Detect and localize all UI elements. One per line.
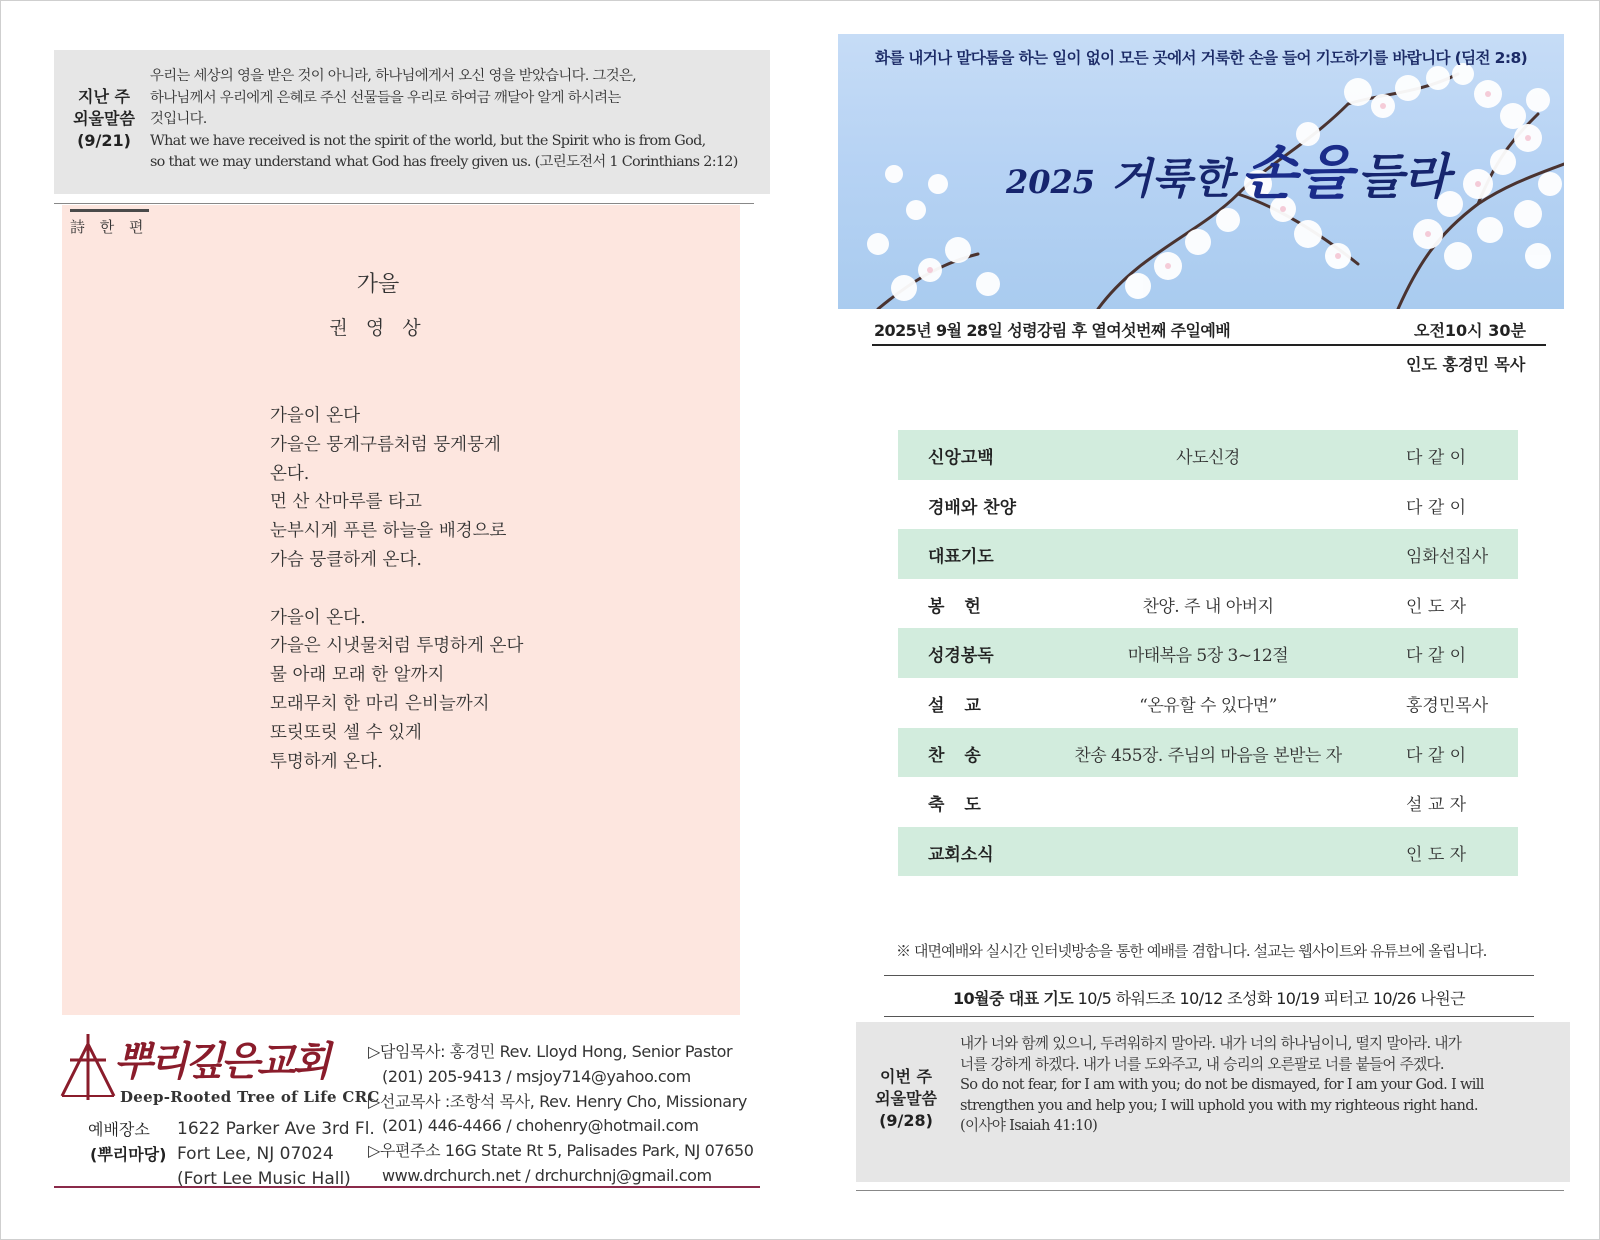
prayer-schedule — [884, 986, 1534, 1009]
table-row — [898, 579, 1518, 629]
divider — [884, 1016, 1534, 1017]
worship-content: 찬송 455장. 주님의 마음을 본받는 자 — [1074, 745, 1342, 766]
poem-line: 가을은 뭉게구름처럼 뭉게뭉게 — [270, 434, 501, 455]
divider — [54, 1186, 760, 1188]
worship-part: 찬송 — [928, 745, 1001, 766]
worship-person: 설 교 자 — [1406, 795, 1467, 816]
church-contact — [368, 1040, 754, 1189]
stanza-break — [270, 575, 523, 604]
service-date: 2025년 9월 28일 성령강림 후 열여섯번째 주일예배 — [874, 321, 1231, 340]
table-row — [898, 480, 1518, 530]
poem-line: 가을이 온다. — [270, 607, 366, 628]
worship-part: 신앙고백 — [928, 448, 994, 468]
table-row — [898, 430, 1518, 480]
banner-title-part: 거룩한 — [1111, 154, 1233, 203]
worship-part: 대표기도 — [928, 547, 994, 568]
divider — [872, 344, 1546, 346]
table-row — [898, 529, 1518, 579]
prayer-schedule-list: 10/5 하워드조 10/12 조성화 10/19 피터고 10/26 나원근 — [1077, 989, 1466, 1008]
banner-verse: 화를 내거나 말다툼을 하는 일이 없이 모든 곳에서 거룩한 손을 들어 기도하기를 바랍니다 (딤전 2:8) — [874, 49, 1528, 67]
table-row — [898, 728, 1518, 778]
poem-line: 온다. — [270, 463, 310, 484]
worship-person: 다 같 이 — [1406, 745, 1467, 766]
worship-person: 인 도 자 — [1406, 596, 1467, 617]
table-row — [898, 678, 1518, 728]
missionary-contact: (201) 446-4466 / chohenry@hotmail.com — [382, 1116, 699, 1136]
mailing-address: ▷우편주소 16G State Rt 5, Palisades Park, NJ 07650 — [368, 1141, 754, 1161]
venue-address: 1622 Parker Ave 3rd Fl. Fort Lee, NJ 07024 (Fort Lee Music Hall) — [177, 1119, 375, 1189]
last-week-verse-label: 지난 주 외울말씀 (9/21) — [73, 87, 135, 150]
divider — [54, 203, 754, 204]
table-row — [898, 628, 1518, 678]
banner-title — [1006, 126, 1450, 210]
worship-person: 인 도 자 — [1406, 844, 1467, 865]
this-week-memory-verse — [856, 1022, 1570, 1182]
church-logo — [58, 1030, 380, 1114]
worship-content: “온유할 수 있다면” — [1139, 695, 1277, 716]
worship-part: 경배와 찬양 — [928, 497, 1017, 518]
table-row — [898, 777, 1518, 827]
worship-content: 마태복음 5장 3~12절 — [1127, 646, 1289, 667]
logo-english-name: Deep-Rooted Tree of Life CRC — [120, 1088, 380, 1106]
last-week-verse-text: 우리는 세상의 영을 받은 것이 아니라, 하나님에게서 오신 영을 받았습니다. 그것은, 하나님께서 우리에게 은혜로 주신 선물들을 우리로 하여금 깨달아 알게 하시려는 것입니다. What we have received is not the spirit of the world, but the Spirit who is from God, so that we may understand what God has freely given us. (고린도전서 1 Corinthians 2:12) — [150, 68, 738, 170]
theme-banner — [838, 34, 1564, 309]
worship-person: 다 같 이 — [1406, 497, 1467, 518]
prayer-schedule-label: 10월중 대표 기도 — [952, 989, 1074, 1008]
worship-notice: ※ 대면예배와 실시간 인터넷방송을 통한 예배를 겸합니다. 설교는 웹사이트와 유튜브에 올립니다. — [896, 942, 1487, 960]
poem-body — [270, 402, 523, 776]
table-row — [898, 827, 1518, 877]
venue-sub: (뿌리마당) — [90, 1145, 167, 1164]
poem-section-tag: 詩 한 편 — [70, 209, 149, 237]
divider — [856, 1190, 1564, 1191]
venue-label: 예배장소 — [88, 1120, 150, 1139]
service-leader: 인도 홍경민 목사 — [1406, 355, 1526, 374]
worship-part: 축도 — [928, 795, 1001, 816]
cross-tree-icon — [58, 1030, 118, 1114]
poem-line: 물 아래 모래 한 알까지 — [270, 665, 445, 686]
worship-part: 설교 — [928, 695, 1001, 716]
worship-person: 홍경민목사 — [1406, 695, 1489, 716]
divider — [884, 975, 1534, 976]
banner-title-part: 손을 — [1240, 139, 1353, 207]
poem-line: 가을이 온다 — [270, 406, 361, 426]
poem-line: 가슴 뭉클하게 온다. — [270, 549, 422, 570]
poem-line: 가을은 시냇물처럼 투명하게 온다 — [270, 636, 524, 657]
worship-person: 다 같 이 — [1406, 448, 1467, 468]
poem-author: 권 영 상 — [329, 317, 427, 339]
poem-line: 모래무치 한 마리 은비늘까지 — [270, 693, 490, 714]
banner-year: 2025 — [1006, 163, 1096, 201]
poem-title: 가을 — [356, 272, 400, 297]
this-week-verse-text: 내가 너와 함께 있으니, 두려워하지 말아라. 내가 너의 하나님이니, 떨지 말아라. 내가 너를 강하게 하겠다. 내가 너를 도와주고, 내 승리의 오른팔로 너를 붙들어 주겠다. So do not fear, for I am with you; do not be dismayed, for I am your God. I will strengthen you and help you; I will uphold you with my righteous right hand. (이사야 Isaiah 41:10) — [960, 1035, 1484, 1135]
this-week-verse-label: 이번 주 외울말씀 (9/28) — [875, 1067, 937, 1130]
service-time: 오전10시 30분 — [1414, 321, 1526, 340]
worship-part: 교회소식 — [928, 844, 994, 865]
worship-person: 임화선집사 — [1406, 547, 1489, 568]
banner-title-part: 들라 — [1356, 149, 1450, 205]
worship-content: 찬양. 주 내 아버지 — [1142, 596, 1274, 617]
senior-pastor-contact: (201) 205-9413 / msjoy714@yahoo.com — [382, 1066, 691, 1086]
poem-line: 먼 산 산마루를 타고 — [270, 492, 422, 513]
worship-part: 성경봉독 — [928, 646, 994, 667]
last-week-memory-verse — [54, 50, 770, 194]
poem-line: 눈부시게 푸른 하늘을 배경으로 — [270, 521, 507, 542]
worship-content: 사도신경 — [1176, 448, 1240, 468]
poem-line: 또릿또릿 셀 수 있게 — [270, 722, 422, 743]
logo-korean-name: 뿌리깊은교회 — [114, 1038, 328, 1085]
missionary-line: ▷선교목사 :조항석 목사, Rev. Henry Cho, Missionary — [368, 1091, 747, 1111]
website-email: www.drchurch.net / drchurchnj@gmail.com — [382, 1165, 712, 1185]
order-of-worship — [898, 430, 1518, 876]
worship-part: 봉헌 — [928, 596, 1001, 617]
poem-panel — [62, 205, 740, 1015]
senior-pastor-line: ▷담임목사: 홍경민 Rev. Lloyd Hong, Senior Pastor — [368, 1042, 733, 1061]
worship-person: 다 같 이 — [1406, 646, 1467, 667]
poem-line: 투명하게 온다. — [270, 751, 383, 772]
